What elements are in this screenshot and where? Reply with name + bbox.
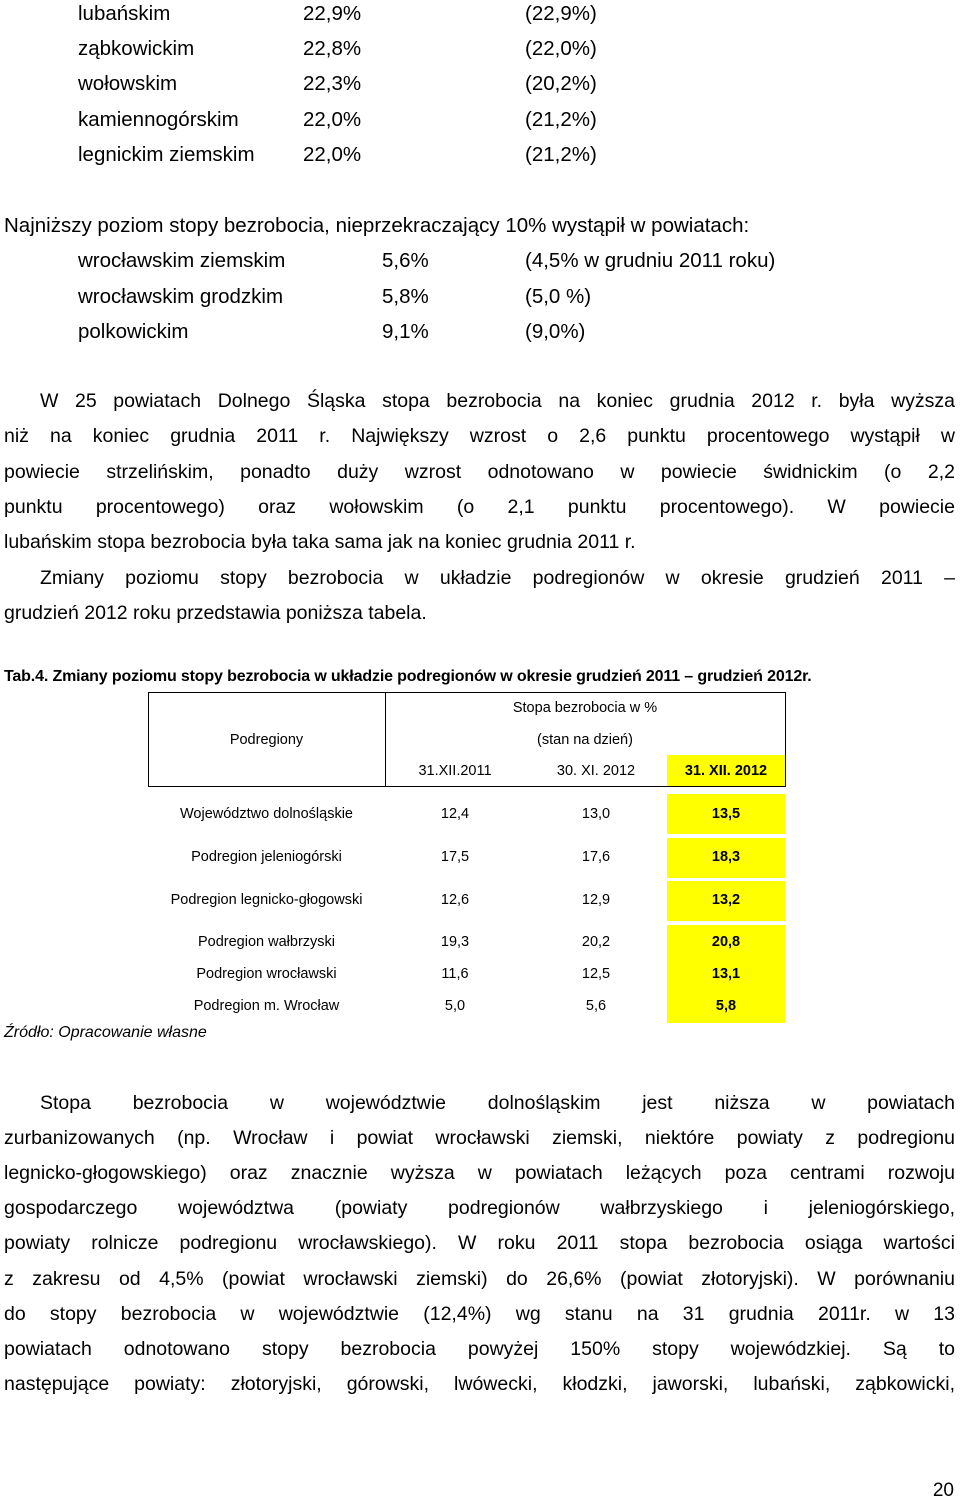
list-item-value-2012: 9,1% bbox=[382, 320, 429, 343]
list-item-value-2012: 5,8% bbox=[382, 285, 429, 308]
list-item-name: wrocławskim ziemskim bbox=[78, 249, 286, 272]
page-number: 20 bbox=[932, 1480, 954, 1501]
table-cell: 12,4 bbox=[440, 806, 470, 822]
list-item-value-2011: (5,0 %) bbox=[525, 285, 592, 308]
list-item-name: kamiennogórskim bbox=[78, 108, 239, 131]
paragraph-line: grudzień 2012 roku przedstawia poniższa tabela. bbox=[4, 602, 427, 624]
paragraph-line: zurbanizowanych (np. Wrocław i powiat wrocławski ziemski, niektóre powiaty z podregionu bbox=[4, 1127, 955, 1149]
header-date: 31.XII.2011 bbox=[418, 763, 492, 779]
row-label: Podregion m. Wrocław bbox=[193, 998, 340, 1014]
table-cell: 20,8 bbox=[711, 934, 741, 950]
table-cell: 12,5 bbox=[581, 966, 611, 982]
table-cell: 19,3 bbox=[440, 934, 470, 950]
list-item-name: polkowickim bbox=[78, 320, 189, 343]
paragraph-line: legnicko-głogowskiego) oraz znacznie wyższa w powiatach leżących poza centrami rozwoju bbox=[4, 1162, 955, 1184]
list-item-value-2012: 22,0% bbox=[303, 108, 362, 131]
list-item-value-2012: 22,3% bbox=[303, 72, 362, 95]
header-date: 31. XII. 2012 bbox=[684, 763, 768, 779]
table-cell: 5,6 bbox=[585, 998, 607, 1014]
header-rowlabel: Podregiony bbox=[229, 732, 304, 748]
table-cell: 12,6 bbox=[440, 892, 470, 908]
list-item-value-2012: 5,6% bbox=[382, 249, 429, 272]
table-cell: 13,1 bbox=[711, 966, 741, 982]
list-item-value-2011: (21,2%) bbox=[525, 108, 597, 131]
table-cell: 13,0 bbox=[581, 806, 611, 822]
table-cell: 13,5 bbox=[711, 806, 741, 822]
paragraph-line: następujące powiaty: złotoryjski, górowski, lwówecki, kłodzki, jaworski, lubański, ząbkowicki, bbox=[4, 1373, 955, 1395]
paragraph-line: powiecie strzelińskim, ponadto duży wzrost odnotowano w powiecie świdnickim (o 2,2 bbox=[4, 461, 955, 483]
list-item-value-2011: (20,2%) bbox=[525, 72, 597, 95]
table-cell: 17,5 bbox=[440, 849, 470, 865]
row-label: Podregion wrocławski bbox=[196, 966, 337, 982]
list-item-name: ząbkowickim bbox=[78, 37, 195, 60]
paragraph-line: do stopy bezrobocia w województwie (12,4%) wg stanu na 31 grudnia 2011r. w 13 bbox=[4, 1303, 955, 1325]
paragraph-line: lubańskim stopa bezrobocia była taka sama jak na koniec grudnia 2011 r. bbox=[4, 531, 636, 553]
paragraph-line: powiatach odnotowano stopy bezrobocia powyżej 150% stopy wojewódzkiej. Są to bbox=[4, 1338, 955, 1360]
table-caption: Tab.4. Zmiany poziomu stopy bezrobocia w układzie podregionów w okresie grudzień 2011 – grudzień 2012r. bbox=[4, 668, 812, 685]
list-item-value-2012: 22,8% bbox=[303, 37, 362, 60]
table-cell: 18,3 bbox=[711, 849, 741, 865]
list-item-name: wołowskim bbox=[78, 72, 178, 95]
list-item-value-2011: (9,0%) bbox=[525, 320, 586, 343]
table-cell: 5,0 bbox=[444, 998, 466, 1014]
paragraph-line: W 25 powiatach Dolnego Śląska stopa bezrobocia na koniec grudnia 2012 r. była wyższa bbox=[40, 390, 955, 412]
list-item-value-2011: (21,2%) bbox=[525, 143, 597, 166]
source-note: Źródło: Opracowanie własne bbox=[4, 1024, 207, 1041]
list-item-name: legnickim ziemskim bbox=[78, 143, 255, 166]
row-label: Podregion jeleniogórski bbox=[191, 849, 342, 865]
row-label: Województwo dolnośląskie bbox=[179, 806, 354, 822]
table-cell: 20,2 bbox=[581, 934, 611, 950]
row-label: Podregion wałbrzyski bbox=[197, 934, 335, 950]
table-cell: 5,8 bbox=[715, 998, 737, 1014]
table-cell: 12,9 bbox=[581, 892, 611, 908]
header-date: 30. XI. 2012 bbox=[556, 763, 636, 779]
table-cell: 11,6 bbox=[441, 966, 469, 982]
list-item-name: lubańskim bbox=[78, 2, 171, 25]
row-label: Podregion legnicko-głogowski bbox=[170, 892, 363, 908]
list-item-name: wrocławskim grodzkim bbox=[78, 285, 284, 308]
list-item-value-2011: (22,9%) bbox=[525, 2, 597, 25]
paragraph-line: powiaty rolnicze podregionu wrocławskiego). W roku 2011 stopa bezrobocia osiąga wartości bbox=[4, 1232, 955, 1254]
paragraph-line: gospodarczego województwa (powiaty podregionów wałbrzyskiego i jeleniogórskiego, bbox=[4, 1197, 955, 1219]
paragraph-line: niż na koniec grudnia 2011 r. Największy wzrost o 2,6 punktu procentowego wystąpił w bbox=[4, 425, 955, 447]
paragraph-line: punktu procentowego) oraz wołowskim (o 2,1 punktu procentowego). W powiecie bbox=[4, 496, 955, 518]
paragraph-line: Zmiany poziomu stopy bezrobocia w układzie podregionów w okresie grudzień 2011 – bbox=[40, 567, 955, 589]
list-item-value-2011: (4,5% w grudniu 2011 roku) bbox=[525, 249, 776, 272]
header-sub: (stan na dzień) bbox=[537, 732, 633, 748]
list-item-value-2011: (22,0%) bbox=[525, 37, 597, 60]
paragraph-line: Stopa bezrobocia w województwie dolnośląskim jest niższa w powiatach bbox=[40, 1092, 955, 1114]
table-cell: 17,6 bbox=[581, 849, 611, 865]
paragraph-line: z zakresu od 4,5% (powiat wrocławski ziemski) do 26,6% (powiat złotoryjski). W porównaniu bbox=[4, 1268, 955, 1290]
list-item-value-2012: 22,0% bbox=[303, 143, 362, 166]
list-item-value-2012: 22,9% bbox=[303, 2, 362, 25]
lowest-intro: Najniższy poziom stopy bezrobocia, nieprzekraczający 10% wystąpił w powiatach: bbox=[4, 214, 750, 237]
table-cell: 13,2 bbox=[711, 892, 741, 908]
header-group: Stopa bezrobocia w % bbox=[512, 700, 658, 716]
